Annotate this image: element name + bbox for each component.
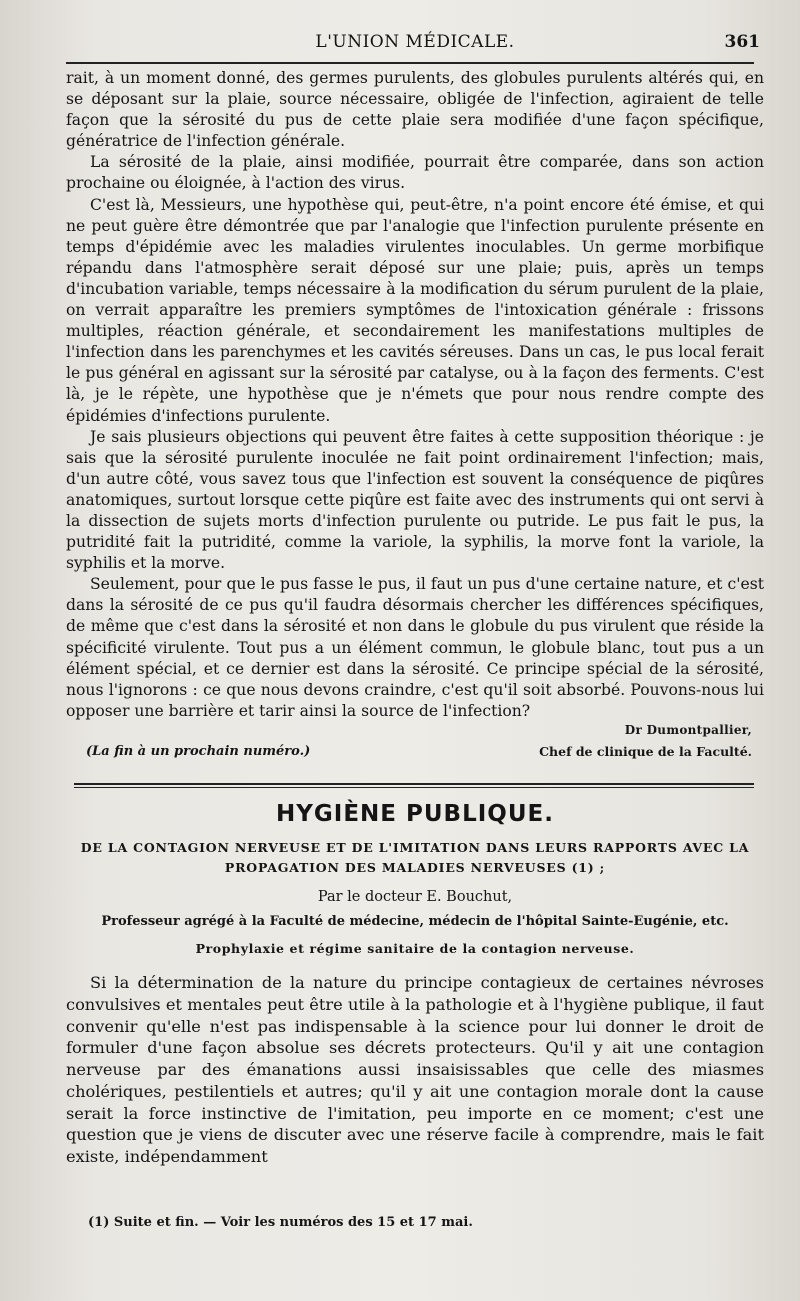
signature-name: Dr Dumontpallier,: [624, 722, 752, 737]
author-line: Par le docteur E. Bouchut,: [317, 888, 513, 905]
paragraph: Seulement, pour que le pus fasse le pus, il faut un pus d'une certaine nature, et c'est dans la sérosité de ce pus qu'il faudra désormais chercher les différences spécifiques, de même que c'est dans la sérosité et non dans le globule du pus virulent que réside la spécificité virulente. Tout pus a un élément commun, le globule blanc, tout pus a un élément spécial, et ce dernier est dans la sérosité. Ce principe spécial de la sérosité, nous l'ignorons : ce que nous devons craindre, c'est qu'il soit absorbé. Pouvons-nous lui opposer une barrière et tarir ainsi la source de l'infection?: [66, 575, 764, 720]
continuation-note: (La fin à un prochain numéro.): [86, 743, 311, 759]
page-number: 361: [724, 32, 760, 52]
header-rule: [66, 62, 754, 64]
article-title: DE LA CONTAGION NERVEUSE ET DE L'IMITATION DANS LEURS RAPPORTS AVEC LA PROPAGATION DES MALADIES NERVEUSES (1) ;: [80, 839, 750, 875]
signature-row: [66, 722, 764, 741]
paragraph: rait, à un moment donné, des germes purulents, des globules purulents altérés qui, en se déposant sur la plaie, source nécessaire, obligée de l'infection, agiraient de telle façon que la sérosité du pus de cette plaie sera modifiée d'une façon spécifique, génératrice de l'infection générale.: [66, 69, 764, 151]
footnote: (1) Suite et fin. — Voir les numéros des 15 et 17 mai.: [88, 1215, 473, 1230]
section-divider: [74, 783, 754, 788]
paragraph: La sérosité de la plaie, ainsi modifiée, pourrait être comparée, dans son action prochaine ou éloignée, à l'action des virus.: [66, 153, 764, 193]
subsection-heading: Prophylaxie et régime sanitaire de la contagion nerveuse.: [195, 940, 635, 956]
paragraph: Si la détermination de la nature du principe contagieux de certaines névroses convulsives et mentales peut être utile à la pathologie et à l'hygiène publique, il faut convenir qu'elle n'est pas indispensable à la science pour lui donner le droit de formuler d'une façon absolue ses décrets protecteurs. Qu'il y ait une contagion nerveuse par des émanations aussi insaisissables que celle des miasmes cholériques, pestilentiels et autres; qu'il y ait une contagion morale dont la cause serait la force instinctive de l'imitation, peu importe en ce moment; c'est une question que je viens de discuter avec une réserve facile à comprendre, mais le fait existe, indépendamment: [66, 972, 764, 1167]
article-continuation: [66, 68, 764, 722]
article-body: [66, 972, 764, 1168]
paragraph: C'est là, Messieurs, une hypothèse qui, peut-être, n'a point encore été émise, et qui ne peut guère être démontrée que par l'analogie que l'infection purulente présente en temps d'épidémie avec les maladies virulentes inoculables. Un germe morbifique répandu dans l'atmosphère serait déposé sur une plaie; puis, après un temps d'incubation variable, temps nécessaire à la modification du sérum purulent de la plaie, on verrait apparaître les premiers symptômes de l'intoxication générale : frissons multiples, réaction générale, et secondairement les manifestations multiples de l'infection dans les parenchymes et les cavités séreuses. Dans un cas, le pus local ferait le pus général en agissant sur la sérosité par catalyse, ou à la façon des ferments. C'est là, je le répète, une hypothèse que je n'émets que pour nous rendre compte des épidémies d'infections purulente.: [66, 195, 764, 425]
signature-footer: [66, 741, 764, 767]
running-head: [66, 30, 764, 62]
author-affiliation: Professeur agrégé à la Faculté de médecine, médecin de l'hôpital Sainte-Eugénie, etc.: [101, 913, 729, 929]
section-title: HYGIÈNE PUBLIQUE.: [276, 800, 554, 827]
signature-title: Chef de clinique de la Faculté.: [539, 743, 752, 759]
paragraph: Je sais plusieurs objections qui peuvent être faites à cette supposition théorique : je sais que la sérosité purulente inoculée ne fait point ordinairement l'infection; mais, d'un autre côté, vous savez tous que l'infection est souvent la conséquence de piqûres anatomiques, surtout lorsque cette piqûre est faite avec des instruments qui ont servi à la dissection de sujets morts d'infection purulente ou putride. Le pus fait le pus, la putridité fait la putridité, comme la variole, la syphilis, la morve font la variole, la syphilis et la morve.: [66, 427, 764, 573]
journal-title: L'UNION MÉDICALE.: [315, 32, 515, 52]
